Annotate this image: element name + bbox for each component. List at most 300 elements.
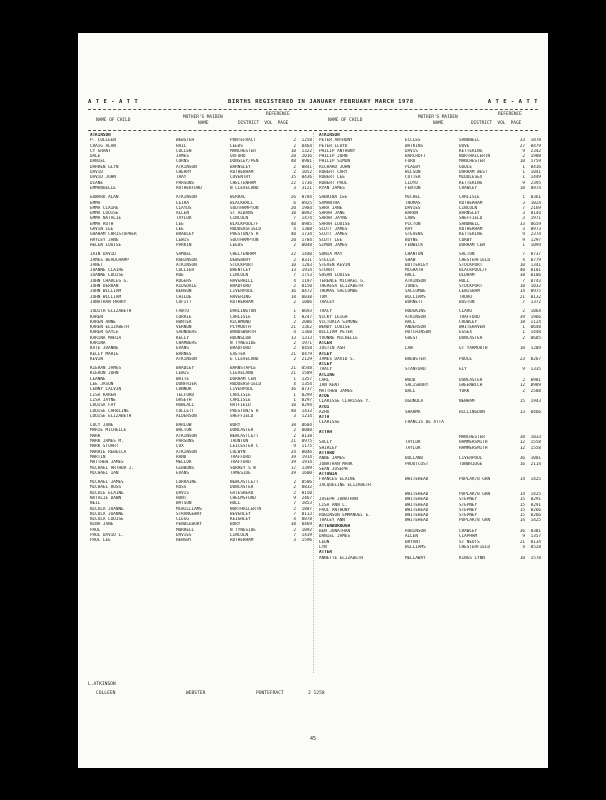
child-name: ROBERT CARY [319, 170, 348, 176]
child-name: MATTHEW JAMES [319, 388, 353, 394]
mother-maiden: BARLOW [176, 423, 192, 429]
child-name: SCOTT JAMES [319, 227, 348, 233]
page-ref: 1001 [530, 456, 541, 462]
footnote-child: COLLEEN [96, 691, 116, 696]
mother-maiden: DAVIS [176, 490, 189, 496]
volume: 13 [290, 268, 296, 274]
volume: 10 [519, 284, 525, 290]
child-name: NICOLE ELAINE [90, 490, 124, 496]
district: POPLAR/B GRN [459, 492, 491, 497]
page-ref: 1439 [301, 533, 312, 539]
volume: 10 [519, 555, 525, 561]
district: STOCKPORT [459, 284, 483, 290]
mother-maiden: TRAY [176, 175, 187, 181]
mother-maiden: CHERRY [176, 170, 192, 176]
mother-maiden: GUEST [405, 335, 418, 341]
page-ref: 1041 [530, 170, 541, 176]
volume: 35 [290, 175, 296, 181]
mother-maiden: WHITEHEAD [405, 507, 429, 513]
page-ref: 1362 [301, 325, 312, 331]
page-ref: 0974 [530, 185, 541, 191]
mother-maiden: BARON [405, 211, 418, 217]
child-name: JACQUELINE ELIZABETH [319, 482, 371, 488]
district: PRESTON/S R [230, 232, 259, 238]
mother-maiden: WATKINS [405, 143, 424, 149]
page-ref: 1980 [530, 154, 541, 160]
child-name: EMMA RUTH [90, 221, 114, 227]
district: CHELTENHAM [230, 180, 256, 186]
col-reference-right: REFERENCE [498, 112, 522, 117]
district: BARNSTAPLE [230, 366, 256, 372]
district: CHELTENHAM [230, 252, 256, 258]
birth-entry [90, 414, 312, 419]
child-name: RICHARD JOHN [319, 164, 351, 170]
page-ref: 0975 [530, 289, 541, 295]
child-name: CY GRANT [90, 148, 111, 154]
child-name: STEVEN KEVIN [319, 262, 351, 268]
district: NORTHALLERTN [459, 154, 491, 160]
child-name: ANNE JAMES [319, 456, 345, 462]
child-name: PHILIP ANTHONY [319, 148, 356, 154]
district: ROTHERHAM [459, 200, 483, 206]
page-ref: 1914 [301, 268, 312, 274]
volume: 20 [290, 237, 296, 243]
child-name: MARIE MICHELLE [90, 428, 127, 434]
district: TRAFFORD [459, 314, 480, 320]
child-name: EMMA LOUISE [90, 211, 119, 217]
page-ref: 0479 [530, 143, 541, 149]
birth-entry [319, 300, 541, 305]
mother-maiden: ECCLES [405, 138, 421, 144]
volume: 4 [293, 278, 296, 284]
mother-maiden: WHITEHEAD [405, 518, 429, 524]
columns-rule [88, 130, 538, 131]
volume: 3 [293, 185, 296, 191]
district: DURHAM CEN [230, 376, 256, 382]
mother-maiden: SHAW [405, 257, 416, 263]
mother-maiden: JONES [405, 284, 418, 290]
child-name: EMMA [90, 200, 101, 206]
child-name: KARINA [90, 340, 106, 346]
district: BARNSLEY [459, 211, 480, 217]
surname-text: ATKINSON [90, 133, 111, 138]
mother-maiden: TELFORD [176, 392, 195, 398]
mother-maiden: VERNON [176, 325, 192, 331]
district: EXETER [230, 351, 246, 357]
child-name: LUCY JANE [90, 423, 114, 429]
volume: 39 [519, 314, 525, 320]
volume: 6 [293, 200, 296, 206]
volume: 4 [293, 382, 296, 388]
volume: 3 [522, 211, 525, 217]
page-ref: 1357 [301, 376, 312, 382]
child-name: LEANNE [90, 376, 106, 382]
volume: 4 [293, 330, 296, 336]
mother-maiden: LEWIS [176, 237, 189, 243]
left-column [90, 133, 312, 544]
district: NEWHAM [459, 399, 475, 405]
district: CRAWLEY [459, 529, 478, 535]
child-name: VICTORIA SIMONE [319, 319, 358, 325]
mother-maiden: PLAGBY [405, 164, 421, 170]
birth-entry [319, 483, 541, 488]
district: WHITEHAVEN [459, 325, 485, 331]
mother-maiden: HODGKINS [405, 309, 426, 315]
mother-maiden: WHITEHEAD [405, 497, 429, 503]
mother-maiden: WOOD [405, 378, 416, 384]
header-rule [88, 109, 538, 110]
mother-maiden: DAVIES [405, 205, 421, 211]
birth-entry [90, 186, 312, 191]
child-name: CLARISSE [319, 420, 340, 426]
district: MANCHESTER [230, 148, 256, 154]
volume: 21 [290, 439, 296, 445]
page-ref: 0784 [301, 195, 312, 201]
mother-maiden: CHILDE [176, 294, 192, 300]
child-name: SHIRLEY [319, 445, 338, 451]
volume: 38 [290, 423, 296, 429]
mother-maiden: EVANS [176, 346, 189, 352]
district: LEEDS [230, 143, 243, 149]
mother-maiden: ATKINSON [176, 164, 197, 170]
district: SALTON [459, 252, 475, 258]
volume: 1 [522, 242, 525, 248]
child-name: MATTHEW JAMES [90, 460, 124, 466]
mother-maiden: WILLIAMS [405, 544, 426, 550]
page-ref: 2342 [530, 148, 541, 154]
page-ref: 0925 [301, 200, 312, 206]
page-ref: 1335 [530, 367, 541, 373]
child-name: SCOTT LEE [319, 237, 343, 243]
mother-maiden: SAUNDERS [176, 330, 197, 336]
child-name: IAN KENT [319, 383, 340, 389]
page-ref: 1289 [530, 346, 541, 352]
page-ref: 1372 [530, 299, 541, 305]
child-name: SIMON JAMES [319, 242, 348, 248]
page-ref: 1124 [530, 319, 541, 325]
district: CHESTERFIELD [459, 544, 491, 550]
volume: 9 [522, 232, 525, 238]
child-name: MARK JAMES M. [90, 439, 124, 445]
child-name: PETER LLOYD [319, 143, 348, 149]
district: GOOLE [459, 164, 472, 170]
page-ref: 1425 [530, 477, 541, 483]
district: BLACKHALL [230, 200, 254, 206]
volume: 21 [519, 294, 525, 300]
volume: 1 [522, 170, 525, 176]
page-ref: 1736 [301, 180, 312, 186]
district: ST ALBANS [230, 211, 254, 217]
mother-maiden: FENTON [405, 185, 421, 191]
col-maiden-right: MOTHER'S MAIDEN [418, 115, 458, 120]
page-ref: 1032 [530, 284, 541, 290]
volume: 7 [522, 299, 525, 305]
surname-text: ATLING [319, 372, 335, 378]
volume: 2 [293, 164, 296, 170]
child-name: JOHN WILLIAM [90, 289, 122, 295]
district: HULL [230, 501, 241, 507]
district: BRENTLEY [230, 268, 251, 274]
footnote-maiden: WEBSTER [186, 691, 206, 696]
district: COLWYN [230, 449, 246, 455]
page-ref: 0150 [301, 490, 312, 496]
page-ref: 1943 [530, 399, 541, 405]
page-ref: 0008 [301, 428, 312, 434]
mother-maiden: COX [176, 444, 184, 450]
page-ref: 0985 [301, 221, 312, 227]
district: DURHAM CEN [459, 242, 485, 248]
child-name: JUSTIN ASH [319, 346, 345, 352]
volume: 24 [290, 449, 296, 455]
mother-maiden: COLLIER [176, 268, 195, 274]
volume: 2 [293, 299, 296, 305]
district: STEPNEY [459, 502, 478, 508]
child-name: SARAH JAYNE [319, 216, 348, 222]
mother-maiden: PROUTCOST [405, 461, 429, 467]
volume: 40 [290, 221, 296, 227]
child-name: MARRIE REBECCA [90, 449, 127, 455]
mother-maiden: COLLEN [176, 148, 192, 154]
district: BURY [230, 423, 241, 429]
page-ref: 0648 [530, 325, 541, 331]
page-ref: 1600 [301, 470, 312, 476]
volume: 9 [522, 237, 525, 243]
district: LIVERPOOL [459, 456, 483, 462]
volume: 18 [290, 294, 296, 300]
volume: 3 [293, 538, 296, 544]
district: CLEVELAND [230, 371, 254, 377]
page-ref: 1203 [301, 262, 312, 268]
child-name: SARAH LOUISE [319, 221, 351, 227]
mother-maiden: TAYLOR [405, 445, 421, 451]
page-ref: 1258 [301, 138, 312, 144]
child-name: SUSAN LOUISE [319, 273, 351, 279]
volume: 14 [519, 518, 525, 524]
col-district-left: DISTRICT VOL PAGE [238, 121, 289, 126]
mother-maiden: MELLAWAY [405, 555, 426, 561]
volume: 39 [290, 460, 296, 466]
page-ref: 2086 [301, 319, 312, 325]
page-ref: 0138 [301, 433, 312, 439]
mother-maiden: PENDLEBURY [176, 522, 202, 528]
volume: 21 [519, 539, 525, 545]
page-ref: 1322 [301, 148, 312, 154]
child-name: EDWARD ALAN [90, 195, 119, 201]
district: HOUNSLOW [230, 335, 251, 341]
mother-maiden: HUNT [176, 496, 187, 501]
page-ref: 1033 [530, 435, 541, 441]
district: ROTHERHAM [230, 538, 254, 544]
mother-maiden: ROSS [176, 485, 187, 491]
child-name: KAREN ANNE [90, 319, 116, 325]
district: TONBRIDGE [459, 461, 483, 467]
district: BRADFORD [230, 346, 251, 352]
mother-maiden: BARNES [176, 351, 192, 357]
page-ref: 0737 [301, 387, 312, 393]
page-ref: 2467 [301, 496, 312, 501]
col-reference-left: REFERENCE [266, 112, 290, 117]
child-name: THOMAS SALCOMBE [319, 289, 358, 295]
child-name: SAMANTHA [319, 200, 340, 206]
page-ref: 1425 [530, 492, 541, 497]
child-name: STUART [319, 268, 335, 274]
mother-maiden: FAWTO [176, 309, 189, 315]
page-ref: 1596 [301, 538, 312, 544]
volume: 2 [522, 154, 525, 160]
mother-maiden: LEIRA [176, 200, 189, 206]
volume: 27 [519, 143, 525, 149]
child-name: TRACY [319, 309, 332, 315]
volume: 10 [290, 262, 296, 268]
child-name: GRAHAM CHRISTOPHER [90, 232, 137, 238]
volume: 3 [522, 200, 525, 206]
mother-maiden: WILSON [405, 170, 421, 176]
page-ref: 1558 [530, 440, 541, 446]
district: N TYNESIDE [230, 340, 256, 346]
mother-maiden: ALDERSON [176, 413, 197, 419]
district: DONCASTER [459, 335, 483, 341]
district: LIVERPOOL [230, 289, 254, 295]
volume: 40 [290, 159, 296, 165]
mother-maiden: MELLOR [176, 460, 192, 466]
surname-text: ATOI [319, 404, 330, 410]
page-ref: 0291 [530, 502, 541, 508]
child-name: VICKY LEIGH [319, 314, 348, 320]
volume: 36 [290, 387, 296, 393]
district: DONCASTER [230, 428, 254, 434]
volume: 3 [293, 413, 296, 419]
child-name: CRAIG ALAN [90, 143, 116, 149]
district: BLACKPOOL/F [230, 221, 259, 227]
volume: 2 [293, 319, 296, 325]
page-ref: 0048 [301, 242, 312, 248]
mother-maiden: BRYANT [405, 539, 421, 545]
district: SHEFFIELD [459, 216, 483, 222]
mother-maiden: MORRELL [176, 527, 195, 533]
page-ref: 0973 [530, 227, 541, 233]
mother-maiden: GIBBONS [176, 465, 195, 471]
page-ref: 1052 [301, 170, 312, 176]
volume: 1 [522, 330, 525, 336]
page-ref: 0458 [301, 346, 312, 352]
mother-maiden: HUTCHINSON [405, 330, 431, 336]
mother-maiden: ATKINSON [405, 278, 426, 284]
district: MANCHESTER [459, 435, 485, 441]
mother-maiden: WHITEHEAD [405, 502, 429, 508]
volume: 9 [522, 534, 525, 540]
page-ref: 1759 [530, 159, 541, 165]
volume: 21 [290, 351, 296, 357]
volume: 2 [293, 428, 296, 434]
page-ref: 0901 [301, 159, 312, 165]
page-ref: 0294 [301, 403, 312, 409]
volume: 36 [519, 529, 525, 535]
mother-maiden: HALL [405, 319, 416, 325]
child-name: LISA KAREN [90, 392, 116, 398]
mother-maiden: COLLETT [176, 408, 195, 414]
district: MIDDLESEX [459, 175, 483, 181]
district: N TYNESIDE [230, 527, 256, 533]
volume: 7 [293, 216, 296, 222]
child-name: SCOTT JAMES [319, 232, 348, 238]
page-ref: 3121 [301, 185, 312, 191]
district: YORK [459, 388, 470, 394]
volume: 10 [519, 262, 525, 268]
footnote-district: PONTEFRACT [256, 691, 284, 696]
page-ref: 0113 [301, 511, 312, 517]
page-ref: 0479 [301, 351, 312, 357]
child-name: LOUISE ELIZABETH [90, 413, 132, 419]
mother-maiden: SALCOMBE [405, 289, 426, 295]
mother-maiden: BALL [405, 388, 416, 394]
child-name: PAUL [90, 527, 101, 533]
district: POPLAR/B GRN [459, 518, 491, 524]
surname-text: ATTARD [319, 450, 335, 456]
child-name: JANET [90, 262, 103, 268]
page-ref: 0659 [530, 221, 541, 227]
district: PONTEFRACT [230, 138, 256, 144]
page-ref: 0878 [301, 517, 312, 523]
district: HUDDERSFIELD [230, 382, 262, 388]
mother-maiden: CHAMBERS [176, 340, 197, 346]
district: LINCOLN [230, 273, 249, 279]
volume: 18 [519, 319, 525, 325]
district: KINGS LYNN [459, 555, 485, 561]
district: ELY [459, 367, 467, 373]
mother-maiden: FORD [405, 159, 416, 165]
volume: 14 [519, 289, 525, 295]
district: LEICESTER C [230, 444, 259, 450]
district: CHELMSFORD [230, 496, 256, 501]
volume: 1 [293, 392, 296, 398]
mother-maiden: KELLY [176, 335, 189, 341]
child-name: PETER ANTHONY [319, 138, 353, 144]
child-name: TOM [319, 294, 327, 300]
child-name: TRACEY ANN [319, 518, 345, 524]
page-ref: 0743 [530, 278, 541, 284]
child-name: SARA JANE [319, 205, 343, 211]
child-name: JOHN CHARLES G. [90, 278, 129, 284]
child-name: EMMANUELLE [90, 185, 116, 191]
mother-maiden: MCWILLIAMS [176, 506, 202, 512]
volume: 2 [293, 506, 296, 512]
page-ref: 1360 [301, 330, 312, 336]
surname-text: ATTAH [319, 429, 332, 435]
birth-entry [90, 357, 312, 362]
volume: 26 [290, 195, 296, 201]
child-name: DAVID [90, 170, 103, 176]
district: CROWLEY [459, 319, 478, 325]
volume: 39 [290, 454, 296, 460]
volume: 2 [293, 346, 296, 352]
page-ref: 0267 [530, 356, 541, 362]
child-name: WENDY LOUISE [319, 325, 351, 331]
district: WANDSWORTH [230, 330, 256, 336]
volume: 1 [522, 325, 525, 331]
mother-maiden: BRADLEY [176, 366, 195, 372]
page-number: 45 [309, 736, 317, 742]
child-name: NICOLA LOUISE [90, 517, 124, 523]
header-range-left: A T E - A T T [88, 99, 139, 105]
page-ref: 0975 [301, 439, 312, 445]
child-name: DARREN GLYN [90, 164, 119, 170]
volume: 2 [293, 143, 296, 149]
volume: 16 [519, 461, 525, 467]
mother-maiden: OGUNOLA [405, 399, 424, 405]
child-name: JOHN DERRAN [90, 284, 119, 290]
volume: 40 [290, 408, 296, 414]
birth-entry [319, 186, 541, 191]
